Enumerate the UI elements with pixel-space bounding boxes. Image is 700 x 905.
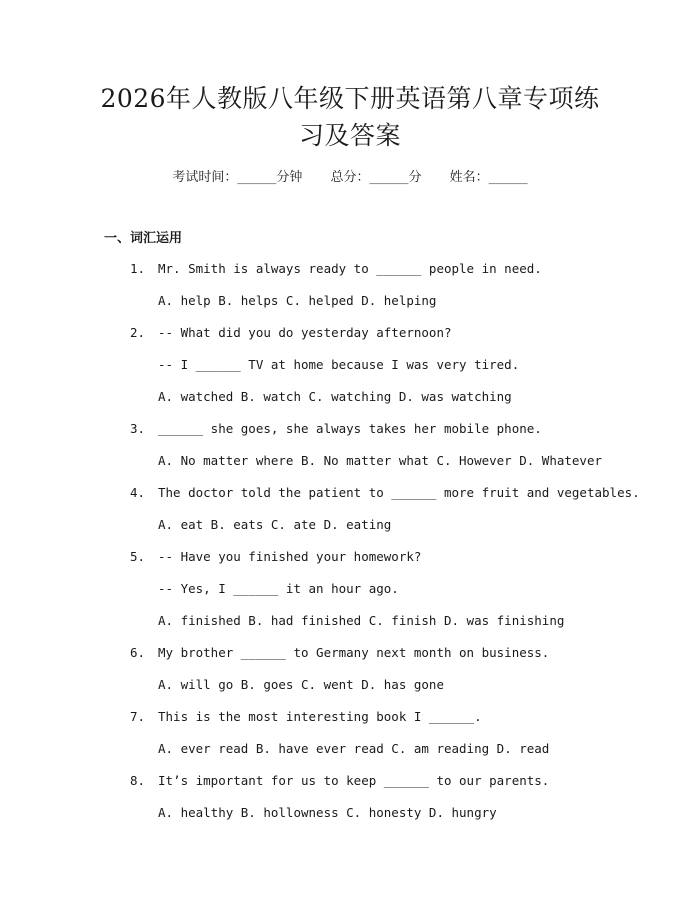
question-4-options-line [0,514,700,546]
question-number: 6. [130,645,146,660]
question-options: A. watched B. watch C. watching D. was watching [158,389,512,404]
question-3-stem-line [0,418,700,450]
question-options: A. eat B. eats C. ate D. eating [158,517,392,532]
question-options: A. ever read B. have ever read C. am reading D. read [158,741,550,756]
question-options: A. help B. helps C. helped D. helping [158,293,437,308]
question-list [0,258,700,834]
question-number: 5. [130,549,146,564]
question-5-options-line [0,610,700,642]
question-stem-continued: -- I ______ TV at home because I was very tired. [158,357,520,372]
question-options: A. No matter where B. No matter what C. However D. Whatever [158,453,603,468]
question-2-options-line [0,386,700,418]
question-options: A. finished B. had finished C. finish D. was finishing [158,613,565,628]
question-5-stem-line [0,546,700,578]
question-stem: The doctor told the patient to ______ more fruit and vegetables. [158,485,640,500]
question-1-stem-line [0,258,700,290]
page-title [60,80,640,154]
question-options: A. healthy B. hollowness C. honesty D. hungry [158,805,497,820]
question-7-options-line [0,738,700,770]
question-2-stem-line [0,322,700,354]
name-field: 姓名：______ [449,170,528,185]
exam-info [0,168,700,188]
question-8-options-line [0,802,700,834]
question-3-options-line [0,450,700,482]
question-stem: ______ she goes, she always takes her mobile phone. [158,421,542,436]
title-line-2: 习及答案 [298,121,401,150]
question-number: 7. [130,709,146,724]
section-heading: 一、词汇运用 [104,231,183,246]
exam-time-field: 考试时间：______分钟 [172,170,303,185]
question-number: 2. [130,325,146,340]
question-stem: -- What did you do yesterday afternoon? [158,325,452,340]
title-line-1: 2026年人教版八年级下册英语第八章专项练 [100,84,600,113]
question-stem: Mr. Smith is always ready to ______ people in need. [158,261,542,276]
question-number: 4. [130,485,146,500]
question-7-stem-line [0,706,700,738]
question-number: 8. [130,773,146,788]
question-1-options-line [0,290,700,322]
total-score-field: 总分：______分 [330,170,422,185]
question-6-options-line [0,674,700,706]
question-number: 1. [130,261,146,276]
question-4-stem-line [0,482,700,514]
question-stem: It’s important for us to keep ______ to our parents. [158,773,550,788]
question-stem-continued: -- Yes, I ______ it an hour ago. [158,581,399,596]
question-6-stem-line [0,642,700,674]
question-2-stem-line-2 [0,354,700,386]
question-stem: -- Have you finished your homework? [158,549,422,564]
question-number: 3. [130,421,146,436]
question-8-stem-line [0,770,700,802]
question-options: A. will go B. goes C. went D. has gone [158,677,444,692]
question-stem: My brother ______ to Germany next month on business. [158,645,550,660]
question-stem: This is the most interesting book I ______. [158,709,482,724]
question-5-stem-line-2 [0,578,700,610]
